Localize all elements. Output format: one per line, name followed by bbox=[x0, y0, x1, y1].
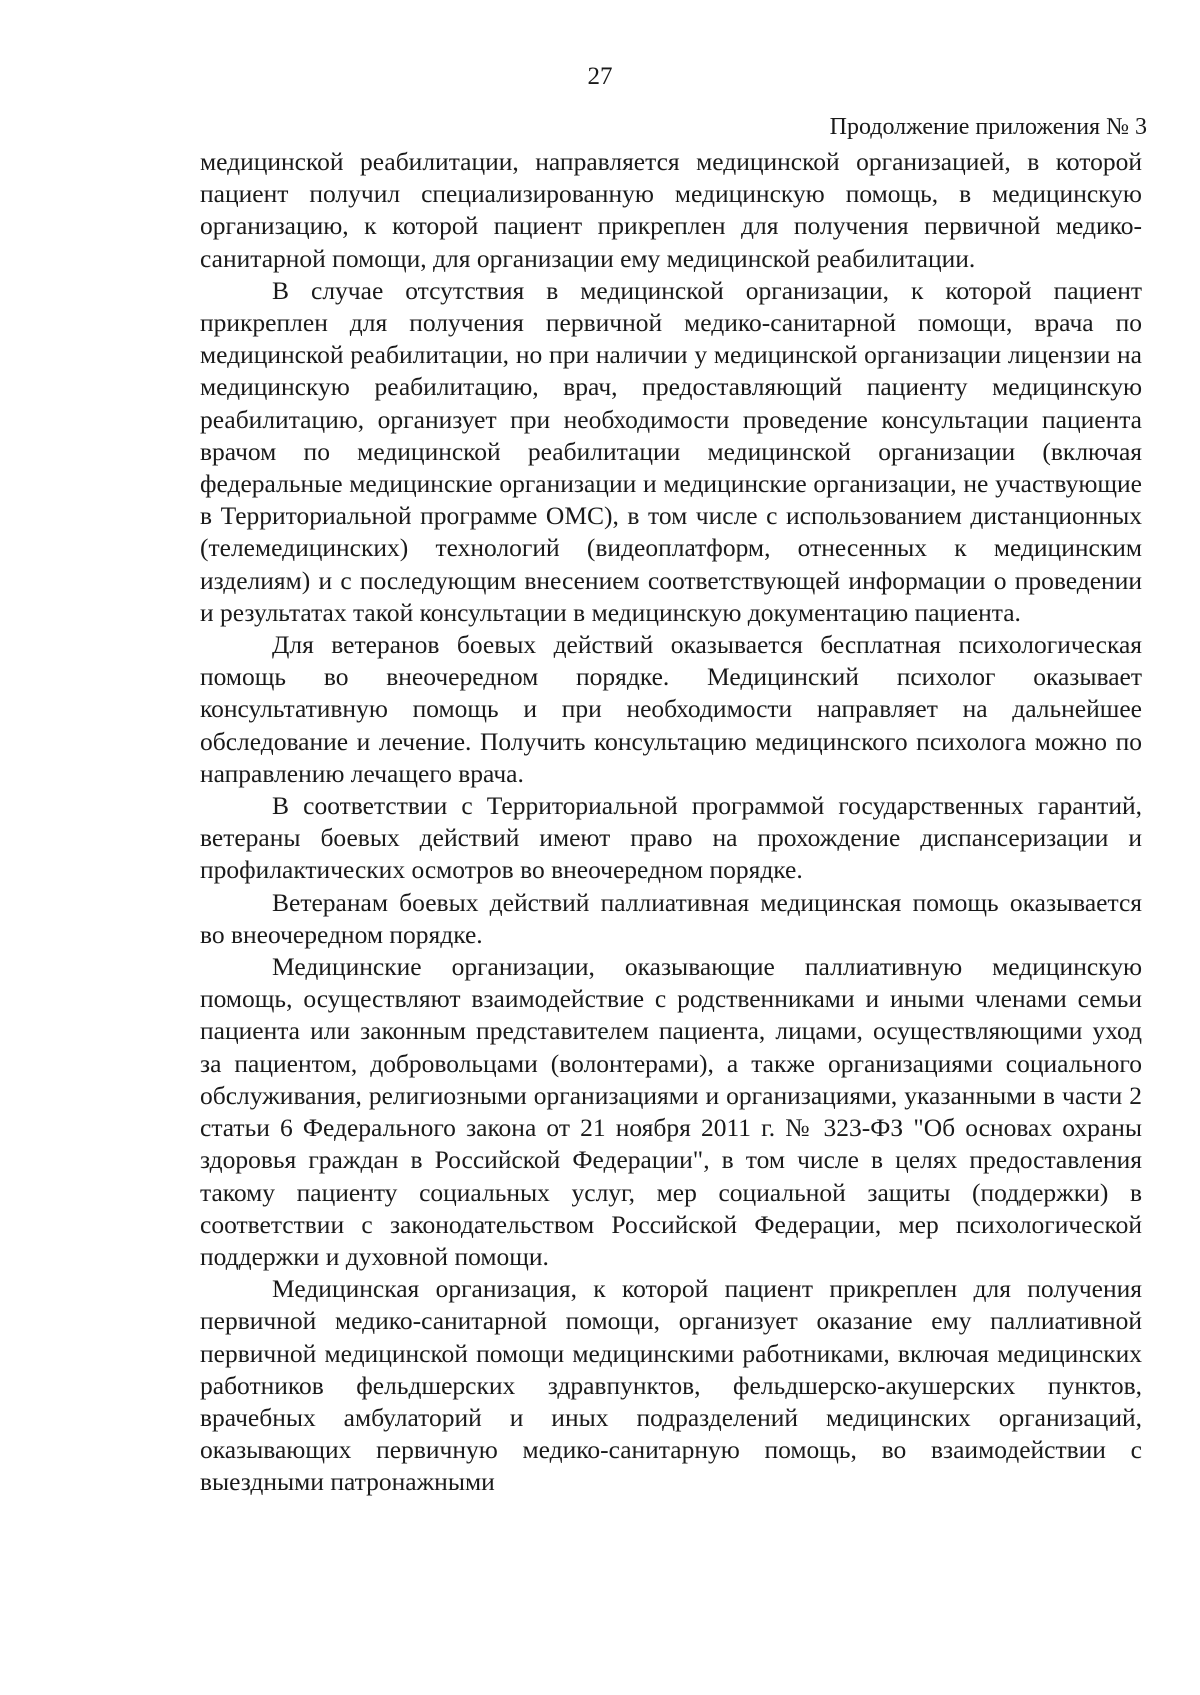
paragraph-2: В случае отсутствия в медицинской организации, к которой пациент прикреплен для получения первичной медико-санитарной помощи, врача по медицинской реабилитации, но при наличии у медицинской организации лицензии на медицинскую реабилитацию, врач, предоставляющий пациенту медицинскую реабилитацию, организует при необходимости проведение консультации пациента врачом по медицинской реабилитации медицинской организации (включая федеральные медицинские организации и медицинские организации, не участвующие в Территориальной программе ОМС), в том числе с использованием дистанционных (телемедицинских) технологий (видеоплатформ, отнесенных к медицинским изделиям) и с последующим внесением соответствующей информации о проведении и результатах такой консультации в медицинскую документацию пациента. bbox=[200, 275, 1142, 627]
paragraph-6: Медицинские организации, оказывающие паллиативную медицинскую помощь, осуществляют взаимодействие с родственниками и иными членами семьи пациента или законным представителем пациента, лицами, осуществляющими уход за пациентом, добровольцами (волонтерами), а также организациями социального обслуживания, религиозными организациями и организациями, указанными в части 2 статьи 6 Федерального закона от 21 ноября 2011 г. № 323-ФЗ "Об основах охраны здоровья граждан в Российской Федерации", в том числе в целях предоставления такому пациенту социальных услуг, мер социальной защиты (поддержки) в соответствии с законодательством Российской Федерации, мер психологической поддержки и духовной помощи. bbox=[200, 952, 1142, 1271]
paragraph-4: В соответствии с Территориальной программой государственных гарантий, ветераны боевых действий имеют право на прохождение диспансеризации и профилактических осмотров во внеочередном порядке. bbox=[200, 791, 1142, 885]
page-number: 27 bbox=[587, 63, 613, 90]
continuation-label: Продолжение приложения № 3 bbox=[829, 114, 1147, 140]
paragraph-7: Медицинская организация, к которой пациент прикреплен для получения первичной медико-санитарной помощи, организует оказание ему паллиативной первичной медицинской помощи медицинскими работниками, включая медицинских работников фельдшерских здравпунктов, фельдшерско-акушерских пунктов, врачебных амбулаторий и иных подразделений медицинских организаций, оказывающих первичную медико-санитарную помощь, во взаимодействии с выездными патронажными bbox=[200, 1274, 1142, 1497]
document-body bbox=[200, 146, 1142, 1499]
paragraph-5: Ветеранам боевых действий паллиативная медицинская помощь оказывается во внеочередном порядке. bbox=[200, 887, 1142, 949]
paragraph-3: Для ветеранов боевых действий оказывается бесплатная психологическая помощь во внеочередном порядке. Медицинский психолог оказывает консультативную помощь и при необходимости направляет на дальнейшее обследование и лечение. Получить консультацию медицинского психолога можно по направлению лечащего врача. bbox=[200, 630, 1142, 788]
paragraph-1: медицинской реабилитации, направляется медицинской организацией, в которой пациент получил специализированную медицинскую помощь, в медицинскую организацию, к которой пациент прикреплен для получения первичной медико-санитарной помощи, для организации ему медицинской реабилитации. bbox=[200, 147, 1142, 273]
